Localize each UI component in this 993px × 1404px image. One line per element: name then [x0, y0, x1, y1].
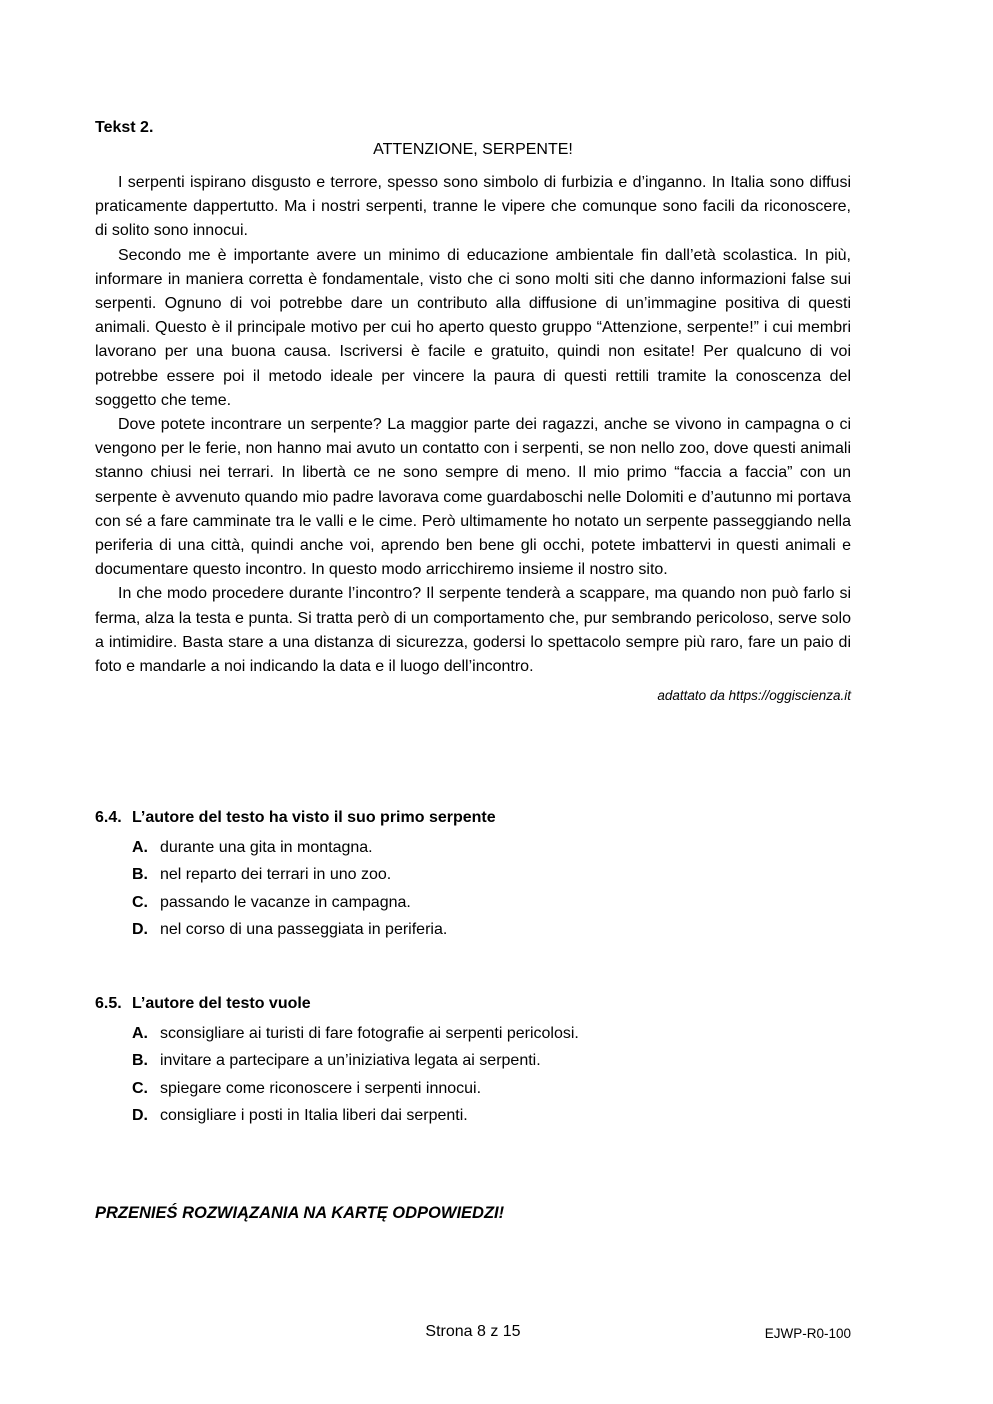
- option-letter: A.: [132, 1025, 148, 1042]
- answer-option-b[interactable]: [132, 861, 855, 888]
- option-letter: C.: [132, 893, 148, 911]
- question-stem: [95, 994, 855, 1014]
- question-stem: [95, 808, 855, 828]
- paragraph-1: I serpenti ispirano disgusto e terrore, spesso sono simbolo di furbizia e d’inganno. In Italia sono diffusi praticamente dappertutto. Ma i nostri serpenti, tranne le vipere che comunque sono facili da riconoscere, di solito sono innocui.: [95, 174, 851, 240]
- paragraph-4: In che modo procedere durante l’incontro? Il serpente tenderà a scappare, ma quando non può farlo si ferma, alza la testa e punta. Si tratta però di un comportamento che, pur sembrando pericoloso, serve solo a intimidire. Basta stare a una distanza di sicurezza, godersi lo spettacolo sempre più raro, fare un paio di foto e mandarle a noi indicando la data e il luogo dell’incontro.: [95, 585, 851, 676]
- option-text: durante una gita in montagna.: [160, 839, 373, 856]
- answer-options: [95, 1020, 855, 1130]
- exam-code: EJWP-R0-100: [764, 1326, 851, 1341]
- transfer-answers-notice: PRZENIEŚ ROZWIĄZANIA NA KARTĘ ODPOWIEDZI!: [95, 1204, 505, 1222]
- question-text: L’autore del testo ha visto il suo primo serpente: [132, 809, 496, 826]
- question-6-4: [95, 808, 855, 944]
- paragraph-2: Secondo me è importante avere un minimo di educazione ambientale fin dall’età scolastica. In più, informare in maniera corretta è fondamentale, visto che ci sono molti siti che danno informazioni false sui serpenti. Ognuno di voi potrebbe dare un contributo alla diffusione di un’immagine positiva di questi animali. Questo è il principale motivo per cui ho aperto questo gruppo “Attenzione, serpente!” i cui membri lavorano per una buona causa. Iscriversi è facile e gratuito, quindi non esitate! Per qualcuno di voi potrebbe essere poi il metodo ideale per vincere la paura di questi rettili tramite la conoscenza del soggetto che teme.: [95, 246, 851, 409]
- reading-text: [95, 118, 851, 705]
- answer-option-b[interactable]: [132, 1047, 855, 1074]
- option-letter: B.: [132, 866, 148, 884]
- question-number: 6.5.: [95, 995, 122, 1012]
- question-6-5: [95, 994, 855, 1130]
- option-text: sconsigliare ai turisti di fare fotografie ai serpenti pericolosi.: [160, 1025, 579, 1042]
- option-text: spiegare come riconoscere i serpenti innocui.: [160, 1079, 482, 1097]
- option-text: passando le vacanze in campagna.: [160, 893, 411, 911]
- answer-options: [95, 834, 855, 944]
- option-letter: D.: [132, 1107, 148, 1125]
- option-letter: A.: [132, 839, 148, 856]
- question-text: L’autore del testo vuole: [132, 995, 311, 1012]
- source-citation: adattato da https://oggiscienza.it: [657, 688, 851, 704]
- paragraph-3: Dove potete incontrare un serpente? La maggior parte dei ragazzi, anche se vivono in campagna o ci vengono per le ferie, non hanno mai avuto un contatto con i serpenti, se non nello zoo, dove questi animali stanno chiusi nei terrari. In libertà ce ne sono sempre di meno. Il mio primo “faccia a faccia” con un serpente è avvenuto quando mio padre lavorava come guardaboschi nelle Dolomiti e d’autunno mi portava con sé a fare camminate tra le valli e le cime. Però ultimamente ho notato un serpente passeggiando nella periferia di una città, quindi anche voi, aprendo ben bene gli occhi, potete imbattervi in questi animali e documentare questo incontro. In questo modo arricchiremo insieme il nostro sito.: [95, 416, 851, 579]
- option-letter: B.: [132, 1052, 148, 1070]
- option-letter: D.: [132, 921, 148, 939]
- option-text: nel corso di una passeggiata in periferia.: [160, 921, 448, 939]
- page-number: Strona 8 z 15: [425, 1323, 521, 1340]
- question-number: 6.4.: [95, 809, 122, 826]
- text-title: ATTENZIONE, SERPENTE!: [373, 141, 573, 158]
- option-text: invitare a partecipare a un’iniziativa legata ai serpenti.: [160, 1052, 541, 1070]
- answer-option-c[interactable]: [132, 1075, 855, 1102]
- text-label: Tekst 2.: [95, 119, 154, 136]
- answer-option-d[interactable]: [132, 916, 855, 943]
- option-letter: C.: [132, 1079, 148, 1097]
- option-text: consigliare i posti in Italia liberi dai serpenti.: [160, 1107, 468, 1125]
- option-text: nel reparto dei terrari in uno zoo.: [160, 866, 392, 884]
- answer-option-a[interactable]: [132, 1020, 855, 1047]
- answer-option-a[interactable]: [132, 834, 855, 861]
- answer-option-d[interactable]: [132, 1102, 855, 1129]
- answer-option-c[interactable]: [132, 889, 855, 916]
